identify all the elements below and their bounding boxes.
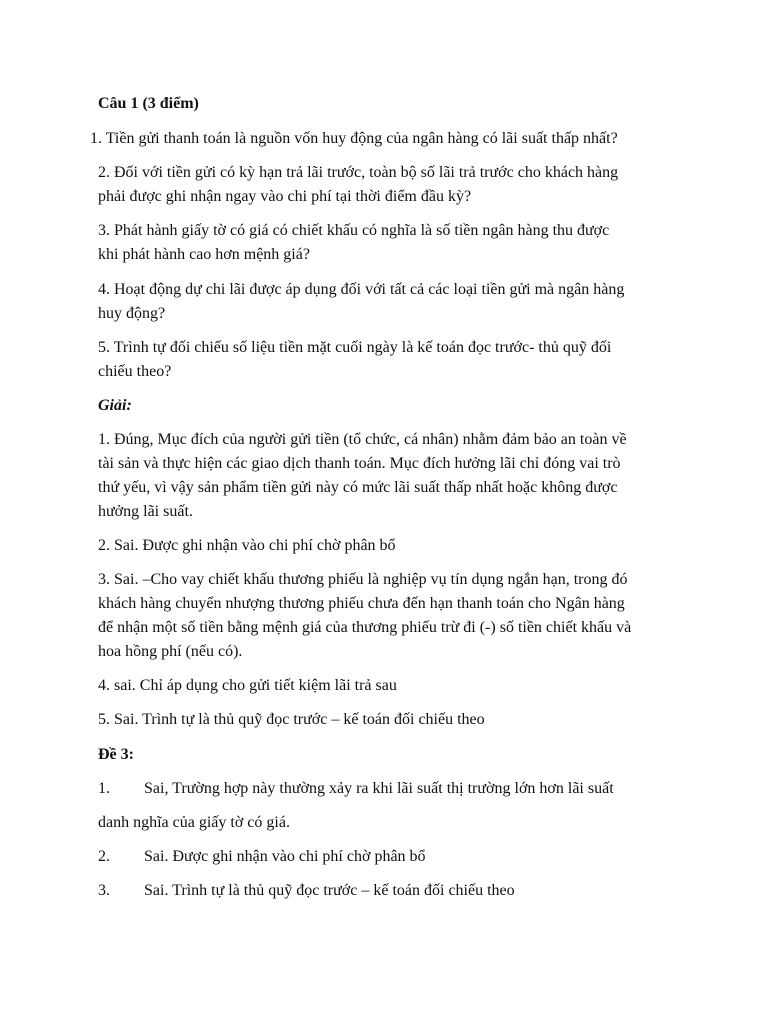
answer-4-line-1: 4. sai. Chỉ áp dụng cho gửi tiết kiệm lãi trả sau xyxy=(98,677,397,694)
answer-3-line-4: hoa hồng phí (nếu có). xyxy=(98,643,243,660)
answer-1-line-1: 1. Đúng, Mục đích của người gửi tiền (tổ chức, cá nhân) nhằm đảm bảo an toàn về xyxy=(98,431,627,448)
question-3-line-2: khi phát hành cao hơn mệnh giá? xyxy=(98,246,310,263)
section-3-item-1-continuation: danh nghĩa của giấy tờ có giá. xyxy=(98,814,290,831)
answer-3-line-3: để nhận một số tiền bằng mệnh giá của thương phiếu trừ đi (-) số tiền chiết khấu và xyxy=(98,619,632,636)
answer-1-line-4: hưởng lãi suất. xyxy=(98,503,193,520)
section-3-item-3-number: 3. xyxy=(98,882,110,899)
answer-2-line-1: 2. Sai. Được ghi nhận vào chi phí chờ phân bổ xyxy=(98,537,396,554)
question-2-line-1: 2. Đối với tiền gửi có kỳ hạn trả lãi trước, toàn bộ số lãi trả trước cho khách hàng xyxy=(98,164,619,181)
answer-3-line-1: 3. Sai. –Cho vay chiết khấu thương phiếu là nghiệp vụ tín dụng ngắn hạn, trong đó xyxy=(98,571,628,588)
question-5-line-1: 5. Trình tự đối chiếu số liệu tiền mặt cuối ngày là kế toán đọc trước- thủ quỹ đối xyxy=(98,339,612,356)
answer-5-line-1: 5. Sai. Trình tự là thủ quỹ đọc trước – kế toán đối chiếu theo xyxy=(98,711,485,728)
section-3-item-2-number: 2. xyxy=(98,848,110,865)
question-1-line-1: 1. Tiền gửi thanh toán là nguồn vốn huy động của ngân hàng có lãi suất thấp nhất? xyxy=(90,130,618,147)
section-3-item-2-text: Sai. Được ghi nhận vào chi phí chờ phân bổ xyxy=(144,848,426,865)
section-3-heading: Đề 3: xyxy=(98,746,134,763)
question-4-line-2: huy động? xyxy=(98,305,166,322)
section-3-item-3-text: Sai. Trình tự là thủ quỹ đọc trước – kế toán đối chiếu theo xyxy=(144,882,515,899)
answer-3-line-2: khách hàng chuyển nhượng thương phiếu chưa đến hạn thanh toán cho Ngân hàng xyxy=(98,595,625,612)
question-5-line-2: chiếu theo? xyxy=(98,363,172,380)
section-3-item-1-number: 1. xyxy=(98,780,110,797)
question-3-line-1: 3. Phát hành giấy tờ có giá có chiết khấu có nghĩa là số tiền ngân hàng thu được xyxy=(98,222,610,239)
answer-1-line-3: thứ yếu, vì vậy sản phẩm tiền gửi này có mức lãi suất thấp nhất hoặc không được xyxy=(98,479,618,496)
solution-heading: Giải: xyxy=(98,397,132,414)
question-heading: Câu 1 (3 điểm) xyxy=(98,95,199,112)
question-4-line-1: 4. Hoạt động dự chi lãi được áp dụng đối với tất cả các loại tiền gửi mà ngân hàng xyxy=(98,281,625,298)
section-3-item-1-text: Sai, Trường hợp này thường xảy ra khi lãi suất thị trường lớn hơn lãi suất xyxy=(144,780,614,797)
question-2-line-2: phải được ghi nhận ngay vào chi phí tại thời điểm đầu kỳ? xyxy=(98,188,472,205)
answer-1-line-2: tài sản và thực hiện các giao dịch thanh toán. Mục đích hưởng lãi chỉ đóng vai trò xyxy=(98,455,621,472)
